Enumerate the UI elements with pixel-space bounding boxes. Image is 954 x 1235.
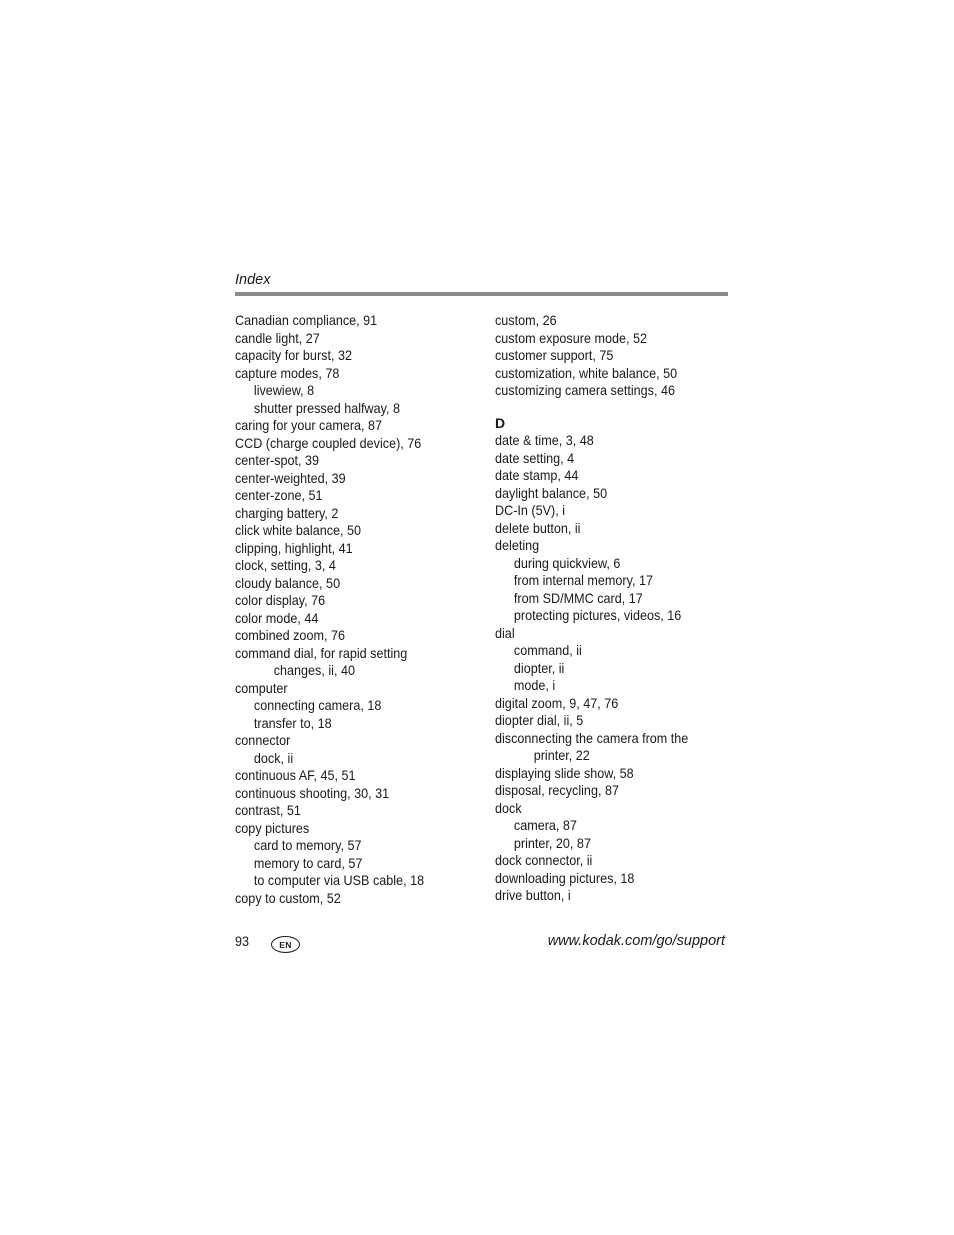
index-entry: custom exposure mode, 52	[495, 329, 647, 346]
index-subentry: diopter, ii	[513, 659, 565, 676]
index-subentry: changes, ii, 40	[273, 662, 355, 678]
index-subentry: protecting pictures, videos, 16	[513, 607, 682, 623]
index-entry: capture modes, 78	[235, 364, 340, 381]
index-entry: dial	[495, 624, 515, 641]
index-subentry: card to memory, 57	[253, 837, 362, 853]
index-group-c	[495, 312, 735, 400]
index-subentry: from SD/MMC card, 17	[513, 589, 643, 606]
support-url[interactable]: www.kodak.com/go/support	[547, 933, 725, 949]
index-entry: command dial, for rapid setting	[235, 644, 408, 661]
index-subentry: shutter pressed halfway, 8	[253, 399, 401, 416]
index-entry: disconnecting the camera from the	[495, 729, 689, 746]
index-entry: caring for your camera, 87	[235, 417, 383, 433]
index-subentry: dock, ii	[253, 749, 294, 766]
index-entry: DC-In (5V), i	[495, 502, 566, 518]
index-entry: dock	[495, 799, 522, 816]
index-entry: customization, white balance, 50	[495, 364, 678, 381]
header-rule	[235, 292, 728, 296]
index-entry: digital zoom, 9, 47, 76	[495, 694, 619, 711]
index-group-d	[495, 432, 735, 905]
index-entry: copy to custom, 52	[235, 889, 341, 906]
index-entry: daylight balance, 50	[495, 484, 608, 501]
index-entry: color mode, 44	[235, 609, 319, 626]
index-entry: capacity for burst, 32	[235, 347, 352, 363]
index-subentry: to computer via USB cable, 18	[253, 872, 425, 888]
index-entry: deleting	[495, 537, 540, 553]
index-entry: delete button, ii	[495, 519, 581, 536]
index-entry: color display, 76	[235, 592, 326, 608]
index-entry: center-spot, 39	[235, 452, 320, 468]
index-entry: customer support, 75	[495, 347, 614, 363]
index-subentry: livewiew, 8	[253, 382, 315, 398]
index-subentry: connecting camera, 18	[253, 697, 382, 713]
index-entry: date setting, 4	[495, 449, 575, 466]
index-entry: drive button, i	[495, 887, 571, 903]
index-entry: copy pictures	[235, 819, 310, 836]
index-subentry: memory to card, 57	[253, 854, 363, 871]
index-entry: disposal, recycling, 87	[495, 782, 619, 798]
index-entry: diopter dial, ii, 5	[495, 712, 584, 728]
index-entry: continuous AF, 45, 51	[235, 767, 356, 783]
index-entry: clock, setting, 3, 4	[235, 557, 336, 573]
index-entry: combined zoom, 76	[235, 627, 345, 643]
index-entry: continuous shooting, 30, 31	[235, 784, 390, 801]
index-entry: displaying slide show, 58	[495, 764, 634, 781]
page-number: 93	[235, 933, 250, 949]
index-subentry: printer, 20, 87	[513, 834, 591, 851]
index-subentry: transfer to, 18	[253, 714, 332, 731]
index-subentry: camera, 87	[513, 817, 577, 833]
index-subentry: from internal memory, 17	[513, 572, 654, 588]
index-entry: computer	[235, 679, 288, 696]
index-entry: contrast, 51	[235, 802, 301, 818]
index-entry: CCD (charge coupled device), 76	[235, 434, 422, 451]
index-entry: cloudy balance, 50	[235, 574, 341, 591]
index-entry: downloading pictures, 18	[495, 869, 635, 886]
index-entry: clipping, highlight, 41	[235, 539, 353, 556]
index-entry: charging battery, 2	[235, 504, 339, 521]
index-column-left	[235, 312, 485, 907]
index-entry: customizing camera settings, 46	[495, 382, 675, 398]
index-letter-heading: D	[495, 414, 506, 431]
index-entry: click white balance, 50	[235, 522, 362, 538]
index-entry: connector	[235, 732, 291, 748]
index-subentry: command, ii	[513, 642, 582, 658]
index-subentry: during quickview, 6	[513, 554, 621, 571]
index-subentry: printer, 22	[533, 747, 590, 763]
page-header-title: Index	[235, 272, 271, 288]
index-entry: center-zone, 51	[235, 487, 323, 503]
index-entry: Canadian compliance, 91	[235, 312, 378, 328]
language-badge-icon: EN	[271, 936, 300, 953]
index-column-right	[495, 312, 735, 905]
index-entry: custom, 26	[495, 312, 557, 328]
index-entry: dock connector, ii	[495, 852, 593, 868]
index-entry: center-weighted, 39	[235, 469, 346, 486]
index-subentry: mode, i	[513, 677, 556, 693]
index-entry: date & time, 3, 48	[495, 432, 594, 448]
index-entry: date stamp, 44	[495, 467, 579, 483]
index-entry: candle light, 27	[235, 329, 320, 346]
